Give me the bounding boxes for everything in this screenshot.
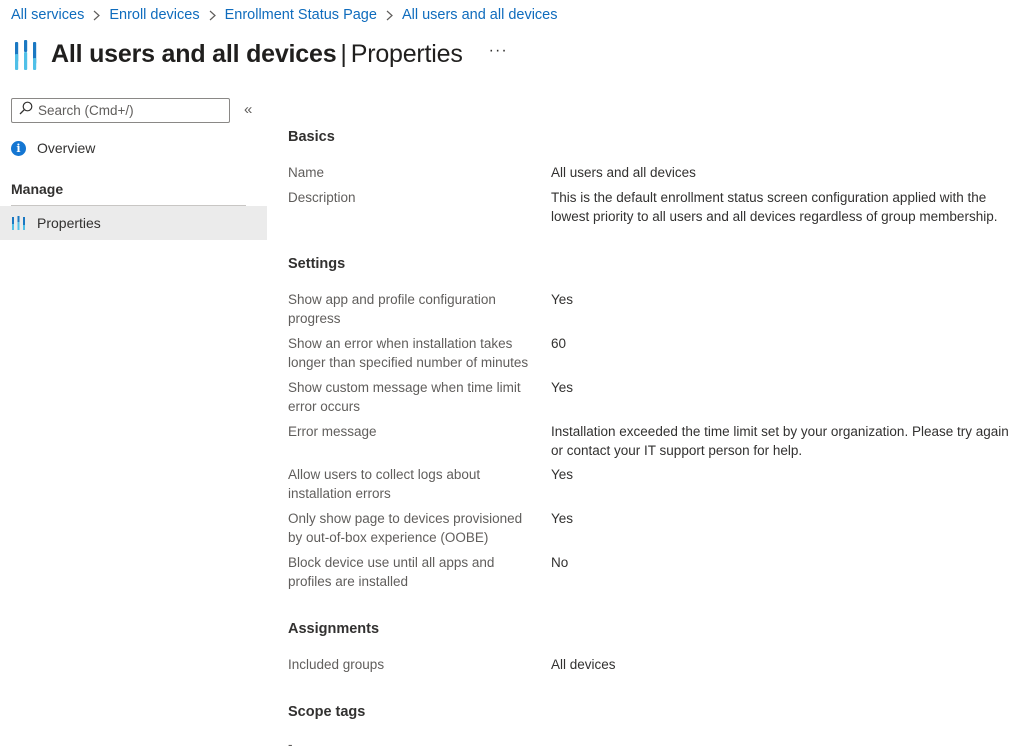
title-separator: | [340, 39, 347, 68]
search-box[interactable] [11, 98, 230, 123]
breadcrumb-enroll-devices[interactable]: Enroll devices [109, 7, 200, 23]
section-title-settings: Settings [288, 256, 346, 272]
sidebar-item-properties[interactable] [0, 206, 267, 240]
value-error-timeout: 60 [551, 336, 567, 351]
breadcrumb-all-users-and-all-devices[interactable]: All users and all devices [401, 7, 558, 23]
properties-bars-icon [11, 215, 26, 231]
sidebar-item-label: Properties [37, 215, 101, 231]
collapse-sidebar-button[interactable]: « [244, 101, 253, 118]
page-title [51, 40, 463, 69]
chevron-right-icon [93, 10, 100, 21]
label-error-message: Error message [288, 424, 377, 439]
value-custom-message: Yes [551, 380, 574, 395]
label-description: Description [288, 190, 356, 205]
section-title-scope-tags: Scope tags [288, 704, 366, 720]
label-included-groups: Included groups [288, 657, 385, 672]
chevron-right-icon [386, 10, 393, 21]
value-scope-tags: - [288, 737, 293, 752]
value-name: All users and all devices [551, 165, 696, 180]
label-block-device: Block device use until all apps and profiles are installed [288, 555, 495, 589]
breadcrumb-all-services[interactable]: All services [11, 7, 85, 23]
sidebar-item-overview[interactable] [11, 136, 95, 160]
label-custom-message: Show custom message when time limit error occurs [288, 380, 521, 414]
sidebar-group-manage: Manage [11, 181, 64, 197]
info-icon: i [11, 141, 26, 156]
label-name: Name [288, 165, 325, 180]
search-icon [19, 101, 33, 120]
value-show-progress: Yes [551, 292, 574, 307]
label-oobe-only: Only show page to devices provisioned by out-of-box experience (OOBE) [288, 511, 523, 545]
section-title-basics: Basics [288, 129, 335, 145]
value-block-device: No [551, 555, 569, 570]
value-error-message: Installation exceeded the time limit set by your organization. Please try again or contact your IT support person for help. [551, 424, 1009, 458]
chevron-right-icon [209, 10, 216, 21]
breadcrumb [11, 5, 558, 25]
more-options-button[interactable]: ··· [488, 42, 508, 59]
value-oobe-only: Yes [551, 511, 574, 526]
label-error-timeout: Show an error when installation takes longer than specified number of minutes [288, 336, 529, 370]
search-input[interactable] [38, 103, 218, 118]
label-collect-logs: Allow users to collect logs about installation errors [288, 467, 481, 501]
breadcrumb-enrollment-status-page[interactable]: Enrollment Status Page [224, 7, 377, 23]
label-show-progress: Show app and profile configuration progress [288, 292, 496, 326]
value-description: This is the default enrollment status screen configuration applied with the lowest priority to all users and all devices regardless of group membership. [551, 190, 998, 224]
section-title-assignments: Assignments [288, 621, 380, 637]
sidebar-item-label: Overview [37, 140, 96, 156]
value-included-groups: All devices [551, 657, 616, 672]
page-header [13, 34, 508, 74]
properties-bars-icon [13, 36, 39, 72]
value-collect-logs: Yes [551, 467, 574, 482]
page-subtitle: Properties [350, 39, 463, 68]
page-title-text: All users and all devices [51, 39, 337, 68]
